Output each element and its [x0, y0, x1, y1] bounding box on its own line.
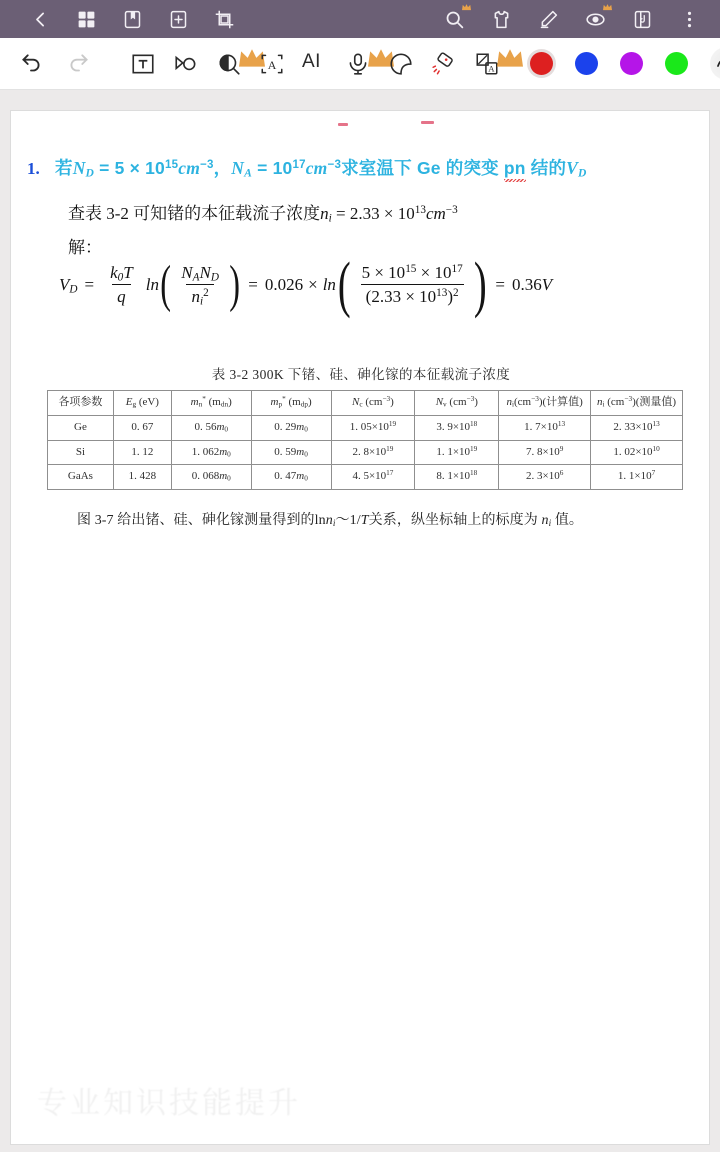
figure-note-a: 图 3-7 给出锗、硅、砷化镓测量得到的ln — [77, 513, 326, 528]
table-header-row — [48, 391, 683, 416]
table-row — [48, 465, 683, 490]
cell-nv-exp: 19 — [470, 444, 478, 453]
hdr-mn-paren: (m — [205, 396, 221, 408]
cell-nic-val: 1. 7×10 — [524, 420, 558, 433]
cell-nic-exp: 13 — [557, 419, 566, 428]
hdr-nc-sub: c — [359, 400, 363, 409]
cell-material: GaAs — [48, 465, 114, 490]
crown-badge-icon — [497, 46, 506, 53]
formula-paren-open-1: ( — [160, 255, 171, 313]
table-caption: 表 3-2 300K 下锗、硅、砷化镓的本征载流子浓度 — [211, 367, 511, 382]
ai-tool-label: AI — [302, 50, 321, 72]
q-na: N — [231, 158, 245, 178]
formula-eq-3: = — [495, 275, 505, 294]
cell-mn-val: 1. 062 — [191, 445, 220, 458]
hdr-eg-unit: (eV) — [136, 396, 159, 408]
cell-material: Ge — [48, 415, 114, 440]
q-vd: V — [566, 158, 579, 178]
formula-ln-1: ln — [145, 275, 159, 294]
q-tail2: 结的 — [525, 158, 567, 178]
formula-frac3-den — [361, 284, 464, 307]
cell-nc — [331, 415, 415, 440]
hdr-nc-exp: −3 — [382, 395, 391, 404]
formula-paren-open-2: ( — [337, 250, 351, 319]
cell-nv — [415, 415, 499, 440]
table-col-ni-meas — [591, 391, 683, 416]
q-eq2: = 10 — [252, 158, 293, 178]
svg-text:A: A — [267, 57, 277, 72]
table-col-mp — [251, 391, 331, 416]
formula-eq-1: = — [84, 275, 95, 294]
crown-badge-icon — [368, 46, 377, 53]
formula-paren-close-2: ) — [473, 250, 487, 319]
history-group — [0, 51, 92, 77]
formula-times: × — [308, 275, 318, 294]
pen-stroke-chip[interactable] — [710, 47, 720, 80]
formula-coefficient: 0.026 — [264, 275, 304, 294]
cell-mp — [251, 440, 331, 465]
q-exp1: 15 — [164, 159, 179, 171]
cell-nv-val: 8. 1×10 — [436, 470, 471, 483]
q-nd: N — [72, 158, 86, 178]
redo-button[interactable] — [66, 51, 92, 77]
cell-ni-calc — [499, 415, 591, 440]
cell-nv-val: 1. 1×10 — [436, 445, 471, 458]
cell-mn-val: 0. 56 — [194, 420, 217, 433]
formula-frac3-den-close: ) — [447, 287, 454, 306]
cell-nc-exp: 19 — [388, 419, 397, 428]
reference-unit: cm — [425, 204, 446, 223]
page-watermark: 专业知识技能提升 — [37, 1087, 301, 1120]
shape-tool[interactable] — [173, 51, 199, 77]
formula-result: 0.36 — [511, 275, 542, 294]
table-head — [48, 391, 683, 416]
question-text — [55, 155, 587, 180]
cell-nc-val: 2. 8×10 — [352, 445, 387, 458]
solution-label: 解： — [68, 238, 102, 257]
pen-edit-icon[interactable] — [538, 9, 559, 30]
cell-mn-sub: 0 — [224, 425, 229, 434]
q-unit1-exp: −3 — [200, 159, 214, 171]
table-col-nv — [415, 391, 499, 416]
cell-mp-val: 0. 59 — [274, 445, 297, 458]
figure-note-n2: n — [541, 513, 549, 528]
formula-frac-numbers — [357, 263, 468, 307]
formula-k: k — [110, 263, 118, 282]
q-eq1: = 5 × 10 — [94, 158, 165, 178]
formula-frac2-den — [186, 284, 213, 307]
cell-mp-sub: 0 — [304, 425, 308, 434]
cell-eg: 0. 67 — [113, 415, 171, 440]
reference-exp: 13 — [414, 204, 426, 217]
color-swatch-group — [530, 47, 720, 80]
formula-q: q — [117, 287, 126, 306]
formula-frac3-den-e: 13 — [436, 287, 448, 300]
color-swatch-green[interactable] — [665, 52, 688, 75]
cell-mp-val: 0. 47 — [274, 470, 297, 483]
cell-nim-exp: 7 — [651, 469, 656, 478]
table-body — [48, 415, 683, 489]
translate-tool[interactable] — [474, 51, 500, 77]
svg-text:A: A — [488, 63, 495, 74]
hdr-mn-sym: m — [190, 396, 199, 408]
table-col-parameters: 各项参数 — [48, 391, 114, 416]
hdr-nv-end: ) — [474, 396, 478, 408]
formula-t: T — [123, 263, 133, 282]
hdr-nim-end: )(测量值) — [632, 396, 677, 408]
cell-nim-val: 2. 33×10 — [613, 420, 653, 433]
notebook-page[interactable] — [10, 110, 710, 1145]
hdr-mp-sub: p — [278, 400, 283, 409]
hdr-nv-sub: v — [443, 400, 447, 409]
ink-mark-1 — [338, 123, 348, 126]
cell-mn-sub: 0 — [227, 450, 231, 459]
hdr-mn-star: * — [202, 395, 206, 404]
hdr-nim-sub: i — [602, 400, 605, 409]
table-col-eg — [113, 391, 171, 416]
table-col-mn — [171, 391, 251, 416]
q-unit1: cm — [178, 158, 201, 178]
cell-nic-exp: 9 — [559, 444, 564, 453]
cell-mn — [171, 440, 251, 465]
cell-mp-sub: 0 — [304, 450, 308, 459]
table-row — [48, 415, 683, 440]
hdr-nic-sub: i — [511, 400, 514, 409]
app-bar-left-group — [0, 9, 235, 30]
figure-note — [77, 509, 583, 529]
back-icon[interactable] — [30, 9, 51, 30]
formula-result-unit: V — [541, 275, 553, 294]
search-icon[interactable] — [444, 9, 465, 30]
cell-nv-exp: 18 — [470, 469, 478, 478]
cell-ni-meas — [591, 465, 683, 490]
cell-mn-sub: 0 — [227, 474, 231, 483]
q-unit2: cm — [305, 158, 328, 178]
hdr-nv-paren: (cm — [446, 396, 467, 408]
hdr-nc-paren: (cm — [362, 396, 383, 408]
cell-nv-val: 3. 9×10 — [436, 420, 471, 433]
cell-ni-calc — [499, 465, 591, 490]
crop-icon[interactable] — [214, 9, 235, 30]
table-row — [48, 440, 683, 465]
cell-nic-exp: 6 — [559, 469, 564, 478]
cell-mp — [251, 465, 331, 490]
q-vd-sub: D — [578, 167, 587, 180]
reference-unit-exp: −3 — [445, 204, 458, 217]
question-row — [27, 155, 699, 180]
reference-line-a: 查表 3-2 可知锗的本征载流子浓度 — [68, 204, 321, 223]
add-page-icon[interactable] — [168, 9, 189, 30]
cell-mn-m: m — [219, 470, 228, 483]
table-col-ni-calc — [499, 391, 591, 416]
formula-nd-sub: D — [210, 271, 219, 284]
more-menu-icon[interactable] — [679, 9, 700, 30]
hdr-mn-sub: n — [198, 400, 203, 409]
question-number: 1. — [27, 159, 40, 178]
color-swatch-purple[interactable] — [620, 52, 643, 75]
q-comma: ， — [213, 158, 232, 178]
hdr-nc-end: ) — [390, 396, 394, 408]
ink-mark-2 — [421, 121, 434, 124]
hdr-mn-paren-end: ) — [228, 396, 232, 408]
cell-nv-exp: 18 — [470, 419, 478, 428]
hdr-nc-sym: N — [352, 396, 360, 408]
hdr-eg-sub: g — [132, 400, 137, 409]
crown-badge-icon — [603, 4, 612, 11]
q-nd-sub: D — [85, 167, 95, 180]
cell-nic-val: 7. 8×10 — [525, 445, 560, 458]
carrier-concentration-table — [47, 390, 683, 490]
cell-mp — [251, 415, 331, 440]
app-bar-right-group — [444, 9, 720, 30]
formula-na-sub: A — [192, 271, 200, 284]
q-tail1: 求室温下 Ge 的突变 — [341, 158, 504, 178]
app-bar — [0, 0, 720, 38]
reference-n-sub: i — [328, 212, 332, 225]
cell-mp-sub: 0 — [304, 474, 308, 483]
cell-eg: 1. 12 — [113, 440, 171, 465]
hdr-eg-sym: E — [125, 396, 133, 408]
eraser-tool[interactable] — [431, 51, 457, 77]
hdr-mp-star: * — [282, 395, 286, 404]
formula-k-sub: 0 — [117, 271, 124, 284]
formula-frac3-den-sq: 2 — [453, 287, 459, 300]
cell-nic-val: 2. 3×10 — [525, 470, 560, 483]
ai-tool[interactable] — [302, 51, 328, 77]
cell-nc-exp: 19 — [386, 444, 394, 453]
preview-eye-icon[interactable] — [585, 9, 606, 30]
cell-nv — [415, 465, 499, 490]
cell-mp-val: 0. 29 — [274, 420, 297, 433]
cell-ni-calc — [499, 440, 591, 465]
q-exp2: 17 — [292, 159, 306, 171]
hdr-mn-paren-sub: dn — [220, 400, 229, 409]
formula-frac-kt-q — [105, 263, 138, 307]
cell-mn — [171, 415, 251, 440]
reference-line — [68, 199, 458, 224]
cell-mp-m: m — [296, 420, 305, 433]
cell-material: Si — [48, 440, 114, 465]
figure-note-n: n — [325, 513, 333, 528]
figure-note-t: T — [360, 513, 369, 528]
color-swatch-blue[interactable] — [575, 52, 598, 75]
hdr-nim-sym: n — [597, 396, 603, 408]
formula-frac-nand-ni2 — [176, 263, 224, 307]
formula-frac3-num-b: × 10 — [416, 263, 452, 282]
formula-row — [59, 250, 553, 319]
hdr-mp-paren: (m — [285, 396, 301, 408]
formula-vd: V — [59, 275, 70, 294]
page-mode-icon[interactable] — [632, 9, 653, 30]
hdr-nim-exp: −3 — [624, 395, 633, 404]
figure-note-d: 值。 — [551, 513, 584, 528]
formula-ni-sub: i — [199, 295, 204, 308]
document-scroll-area[interactable] — [0, 90, 720, 1152]
editing-toolbar — [0, 38, 720, 90]
formula-frac3-den-a: (2.33 × 10 — [365, 287, 437, 306]
formula-frac2-num — [176, 263, 224, 284]
q-part-a: 若 — [55, 158, 73, 178]
hdr-nv-sym: N — [435, 396, 444, 408]
formula-ni: n — [191, 287, 200, 306]
figure-note-n2-sub: i — [548, 518, 552, 529]
cell-nim-val: 1. 1×10 — [617, 470, 652, 483]
cell-nc-val: 1. 05×10 — [349, 420, 389, 433]
voice-record-tool[interactable] — [345, 51, 371, 77]
hdr-nic-end: )(计算值) — [538, 396, 583, 408]
cell-nim-val: 1. 02×10 — [613, 445, 653, 458]
tools-group — [112, 51, 500, 77]
cell-ni-meas — [591, 440, 683, 465]
spellcheck-word-pn: pn — [503, 158, 526, 178]
formula-vd-sub: D — [69, 283, 78, 296]
cell-mn-val: 0. 068 — [191, 470, 220, 483]
reference-line-b: = 2.33 × 10 — [331, 204, 415, 223]
cell-nim-exp: 13 — [652, 419, 660, 428]
bookmark-icon[interactable] — [122, 9, 143, 30]
formula-eq-2: = — [248, 275, 258, 294]
ocr-text-tool[interactable] — [259, 51, 285, 77]
formula-frac1-den — [112, 284, 131, 307]
cell-mn-m: m — [219, 445, 228, 458]
cell-mn-m: m — [216, 420, 225, 433]
hdr-nic-sym: n — [506, 396, 512, 408]
formula-frac3-num — [357, 263, 468, 284]
formula-na: N — [181, 263, 193, 282]
cell-ni-meas — [591, 415, 683, 440]
formula-frac3-num-e2: 17 — [451, 263, 463, 276]
q-unit2-exp: −3 — [327, 159, 342, 171]
sticker-tool[interactable] — [388, 51, 414, 77]
cell-mp-m: m — [296, 470, 305, 483]
hdr-nim-paren: (cm — [604, 396, 625, 408]
template-icon[interactable] — [491, 9, 512, 30]
cell-nv — [415, 440, 499, 465]
hdr-nic-exp: −3 — [531, 395, 539, 404]
highlight-tool[interactable] — [216, 51, 242, 77]
formula-paren-close-1: ) — [229, 255, 240, 313]
cell-nc-val: 4. 5×10 — [352, 470, 387, 483]
cell-nc-exp: 17 — [386, 469, 394, 478]
figure-note-b: ～1/ — [335, 513, 361, 528]
cell-eg: 1. 428 — [113, 465, 171, 490]
hdr-nv-exp: −3 — [466, 395, 475, 404]
cell-mp-m: m — [296, 445, 305, 458]
undo-button[interactable] — [18, 51, 44, 77]
hdr-mp-paren-sub: dp — [300, 400, 308, 409]
crown-badge-icon — [239, 46, 248, 53]
reference-n: n — [320, 204, 329, 223]
text-box-tool[interactable] — [130, 51, 156, 77]
table-col-nc — [331, 391, 415, 416]
hdr-mp-paren-end: ) — [307, 396, 312, 408]
cell-nc — [331, 440, 415, 465]
cell-nim-exp: 10 — [652, 444, 660, 453]
color-swatch-red[interactable] — [530, 52, 553, 75]
formula-nd: N — [199, 263, 211, 282]
crown-badge-icon — [462, 4, 471, 11]
hdr-mp-sym: m — [270, 396, 279, 408]
hdr-nic-paren: (cm — [514, 396, 532, 408]
formula-ln-2: ln — [322, 275, 336, 294]
formula-frac1-num — [105, 263, 138, 284]
formula-frac3-num-e1: 15 — [405, 263, 417, 276]
cell-nc — [331, 465, 415, 490]
figure-note-n-sub: i — [332, 518, 336, 529]
cell-mn — [171, 465, 251, 490]
figure-note-c: 关系，纵坐标轴上的标度为 — [368, 513, 542, 528]
formula-ni-exp: 2 — [203, 287, 209, 300]
formula-frac3-num-a: 5 × 10 — [361, 263, 406, 282]
q-na-sub: A — [244, 167, 253, 180]
grid-view-icon[interactable] — [76, 9, 97, 30]
